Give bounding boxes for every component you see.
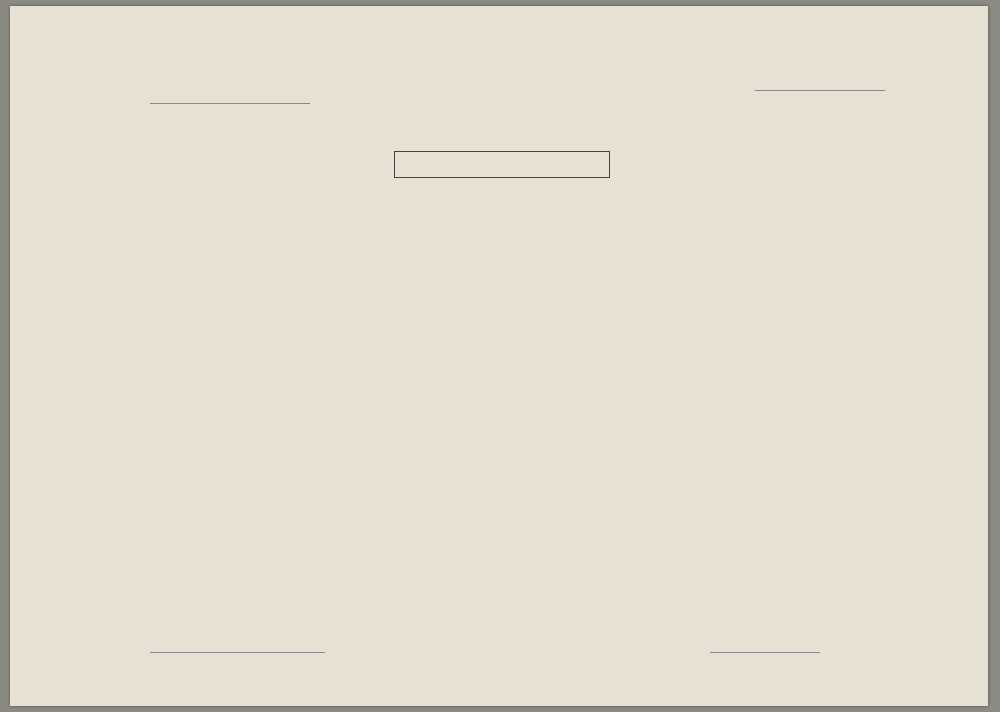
ort-underline: [150, 652, 325, 653]
signature-underline: [710, 652, 820, 653]
kreis-underline: [150, 103, 310, 104]
gemeinde-underline: [755, 90, 885, 91]
nationality-box: [394, 151, 610, 178]
document-page: [10, 6, 988, 706]
